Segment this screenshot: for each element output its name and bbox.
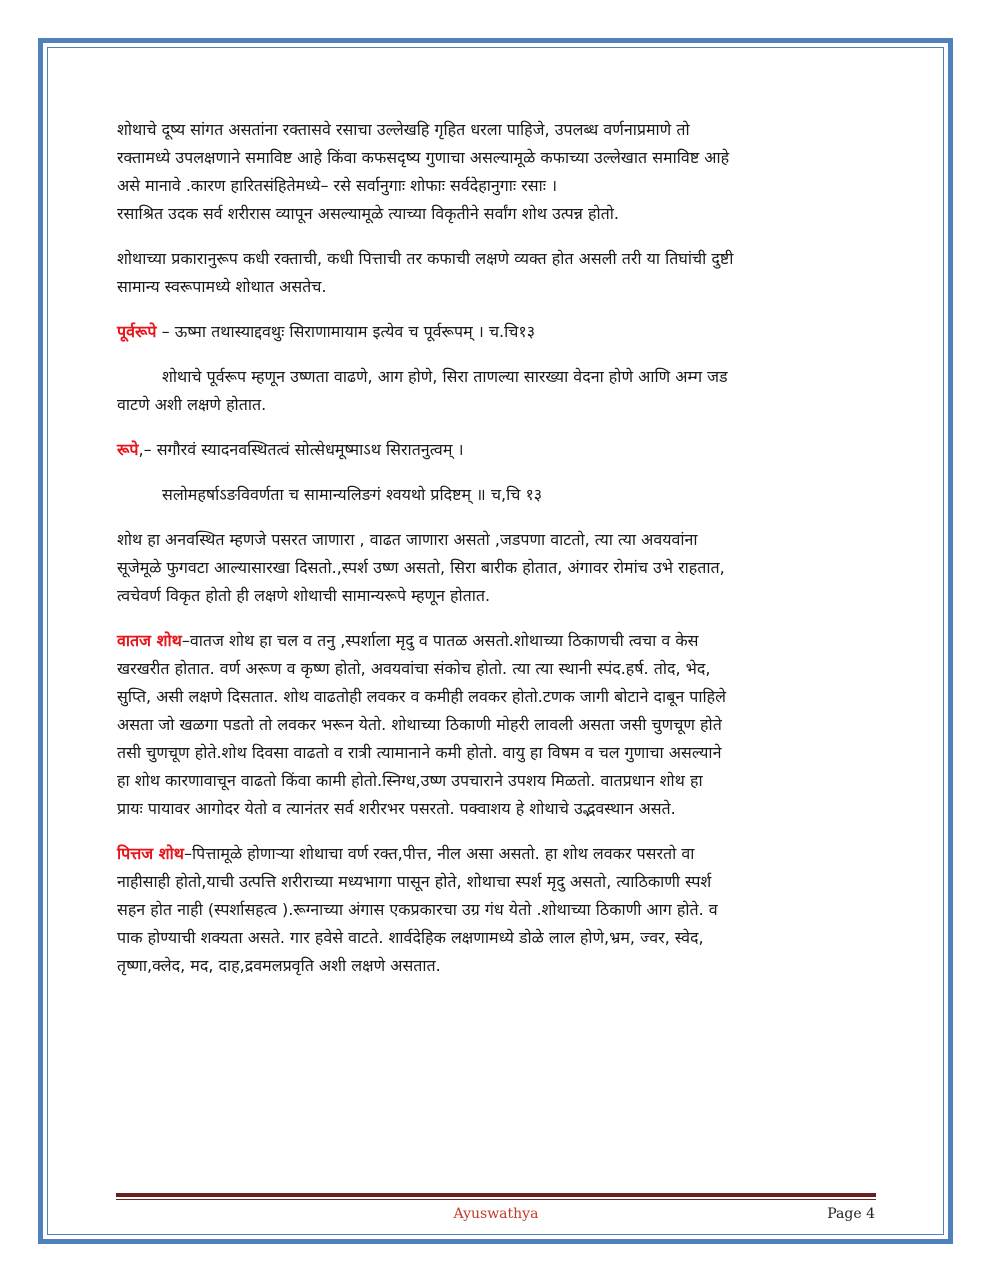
text-line: रसाश्रित उदक सर्व शरीरास व्यापून असल्यामूळे त्याच्या विकृतीने सर्वांग शोथ उत्पन्न होतो. [117, 204, 619, 223]
footer-divider-thick [116, 1193, 876, 1197]
rupa-verse-1: ,– सगौरवं स्यादनवस्थितत्वं सोत्सेधमूष्माऽथ सिरातनुत्वम् । [138, 440, 464, 459]
text-line: शोथाचे दूष्य सांगत असतांना रक्तासवे रसाचा उल्लेखहि गृहित धरला पाहिजे, उपलब्ध वर्णनाप्रमाणे तो [117, 120, 690, 139]
paragraph-purvarupa-explanation [117, 363, 877, 419]
text-line: रक्तामध्ये उपलक्षणाने समाविष्ट आहे किंवा कफसदृष्य गुणाचा असल्यामूळे कफाच्या उल्लेखात समाविष्ट आहे [117, 148, 730, 167]
text-line: सुप्ति, असी लक्षणे दिसतात. शोथ वाढतोही लवकर व कमीही लवकर होतो.टणक जागी बोटाने दाबून पाहिले [117, 687, 727, 706]
text-line: पाक होण्याची शक्यता असते. गार हवेसे वाटते. शार्वदेहिक लक्षणामध्ये डोळे लाल होणे,भ्रम, ज्वर, स्वेद, [117, 928, 704, 947]
text-line: त्वचेवर्ण विकृत होतो ही लक्षणे शोथाची सामान्यरूपे म्हणून होतात. [117, 586, 491, 605]
text-line: शोथाच्या प्रकारानुरूप कधी रक्ताची, कधी पित्ताची तर कफाची लक्षणे व्यक्त होत असली तरी या तिघांची दुष्टी [117, 249, 734, 268]
paragraph-rupa-explanation [117, 526, 877, 610]
text-line [117, 627, 877, 655]
text-line: सूजेमूळे फुगवटा आल्यासारखा दिसतो.,स्पर्श उष्ण असतो, सिरा बारीक होतात, अंगावर रोमांच उभे राहतात, [117, 558, 725, 577]
text-line: हा शोथ कारणावाचून वाढतो किंवा कामी होतो.स्निग्ध,उष्ण उपचाराने उपशय मिळतो. वातप्रधान शोथ हा [117, 771, 703, 790]
paragraph-rasa-dushya [117, 116, 877, 228]
text-line: शोथाचे पूर्वरूप म्हणून उष्णता वाढणे, आग होणे, सिरा ताणल्या सारख्या वेदना होणे आणि अम्ग जड [162, 367, 728, 386]
text-line: प्रायः पायावर आगोदर येतो व त्यानंतर सर्व शरीरभर पसरतो. पक्वाशय हे शोथाचे उद्भवस्थान असते. [117, 799, 676, 818]
rupa-verse-2: सलोमहर्षाऽङविवर्णता च सामान्यलिङगं श्वयथो प्रदिष्टम् ॥ च,चि १३ [162, 485, 543, 504]
heading-rupa: रूपे [117, 440, 139, 459]
section-rupa [117, 436, 877, 464]
heading-pittaja-shotha: पित्तज शोथ [117, 844, 184, 863]
vataja-first-line: –वातज शोथ हा चल व तनु ,स्पर्शाला मृदु व पातळ असतो.शोथाच्या ठिकाणची त्वचा व केस [181, 631, 699, 650]
text-line [117, 436, 877, 464]
pittaja-first-line: –पित्तामूळे होणाऱ्या शोथाचा वर्ण रक्त,पीत्त, नील असा असतो. हा शोथ लवकर पसरतो वा [183, 844, 695, 863]
purvarupa-verse: – ऊष्मा तथास्याद्दवथुः सिराणामायाम इत्येव च पूर्वरूपम् । च.चि१३ [156, 322, 536, 341]
text-line [117, 318, 877, 346]
text-line: नाहीसाही होतो,याची उत्पत्ति शरीराच्या मध्यभागा पासून होते, शोथाचा स्पर्श मृदु असतो, त्याठिकाणी स्पर्श [117, 872, 712, 891]
text-line: वाटणे अशी लक्षणे होतात. [117, 395, 267, 414]
section-purvarupa [117, 318, 877, 346]
text-line: सामान्य स्वरूपामध्ये शोथात असतेच. [117, 277, 327, 296]
text-line: तसी चुणचूण होते.शोथ दिवसा वाढतो व रात्री त्यामानाने कमी होतो. वायु हा विषम व चल गुणाचा असल्याने [117, 743, 722, 762]
text-line: शोथ हा अनवस्थित म्हणजे पसरत जाणारा , वाढत जाणारा असतो ,जडपणा वाटतो, त्या त्या अवयवांना [117, 530, 698, 549]
heading-vataja-shotha: वातज शोथ [117, 631, 182, 650]
document-body [117, 116, 877, 980]
footer-title: Ayuswathya [453, 1206, 539, 1222]
heading-purvarupa: पूर्वरूपे [117, 322, 157, 341]
text-line: तृष्णा,क्लेद, मद, दाह,द्रवमलप्रवृति अशी लक्षणे असतात. [117, 956, 441, 975]
section-pittaja-shotha [117, 840, 877, 980]
text-line: असे मानावे .कारण हारितसंहितेमध्ये– रसे सर्वानुगाः शोफाः सर्वदेहानुगाः रसाः । [117, 176, 558, 195]
text-line: असता जो खळगा पडतो तो लवकर भरून येतो. शोथाच्या ठिकाणी मोहरी लावली असता जसी चुणचूण होते [117, 715, 722, 734]
rupa-verse-2-paragraph [117, 481, 877, 509]
paragraph-shotha-prakara [117, 245, 877, 301]
text-line [117, 840, 877, 868]
section-vataja-shotha [117, 627, 877, 823]
footer-divider-thin [116, 1199, 876, 1200]
text-line: खरखरीत होतात. वर्ण अरूण व कृष्ण होतो, अवयवांचा संकोच होतो. त्या त्या स्थानी स्पंद.हर्ष. तोद, भेद, [117, 659, 711, 678]
text-line: सहन होत नाही (स्पर्शासहत्व ).रूग्नाच्या अंगास एकप्रकारचा उग्र गंध येतो .शोथाच्या ठिकाणी आग होते. व [117, 900, 718, 919]
page-number: Page 4 [827, 1206, 875, 1222]
